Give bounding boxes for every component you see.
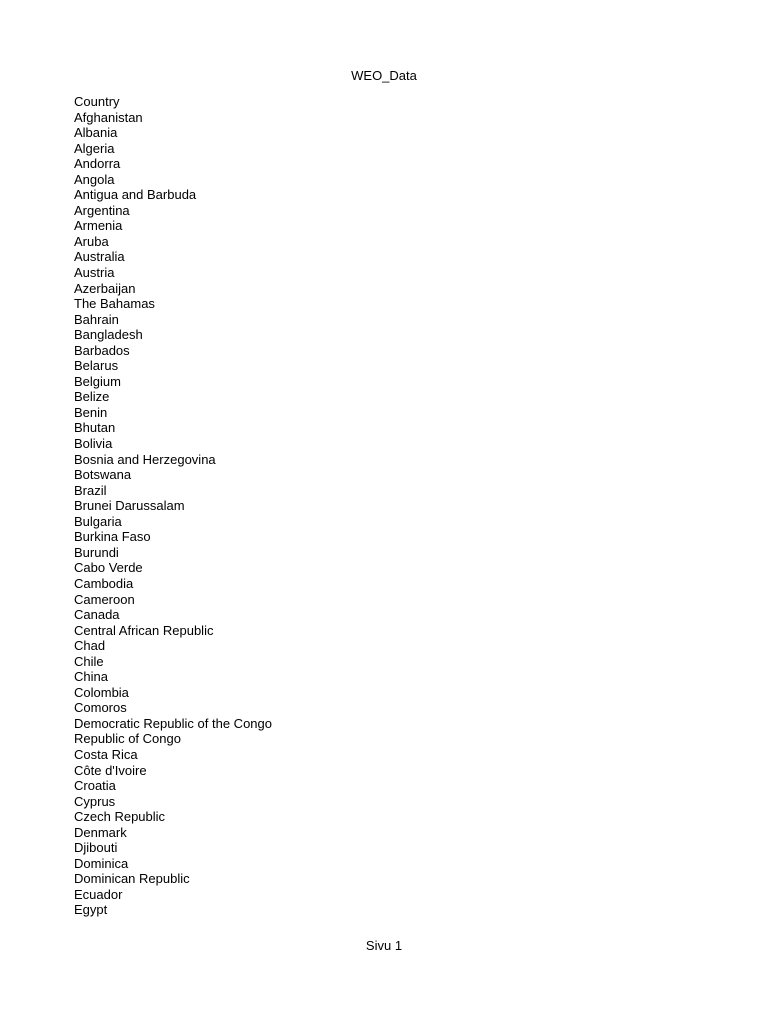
list-item: Belarus [74,358,119,374]
list-item: Chad [74,638,106,654]
list-item: Burundi [74,544,119,560]
list-item: Republic of Congo [74,731,181,747]
list-item: Canada [74,607,120,623]
list-item: Andorra [74,156,121,172]
list-item: Azerbaijan [74,280,136,296]
list-item: Brunei Darussalam [74,498,185,514]
column-header: Country [74,94,120,109]
list-item: Côte d'Ivoire [74,762,147,778]
list-item: Australia [74,249,125,265]
list-item: Angola [74,171,115,187]
list-item: Bhutan [74,420,116,436]
list-item: Cameroon [74,591,135,607]
list-item: Bulgaria [74,513,122,529]
list-item: Dominican Republic [74,871,190,887]
list-item: Bolivia [74,436,113,452]
list-item: Armenia [74,218,123,234]
list-item: Costa Rica [74,746,138,762]
list-item: Belize [74,389,110,405]
list-item: Barbados [74,342,130,358]
list-item: Bosnia and Herzegovina [74,451,216,467]
country-list [74,94,272,918]
list-item: Afghanistan [74,109,143,125]
list-item: Aruba [74,233,109,249]
page-title: WEO_Data [351,68,417,83]
list-item: Denmark [74,824,127,840]
list-item: The Bahamas [74,296,155,312]
list-item: China [74,669,108,685]
list-item: Botswana [74,467,132,483]
list-item: Ecuador [74,886,123,902]
list-item: Colombia [74,684,129,700]
list-item: Cabo Verde [74,560,143,576]
list-item: Comoros [74,700,127,716]
list-item: Cambodia [74,575,134,591]
list-item: Austria [74,265,115,281]
list-item: Chile [74,653,104,669]
list-item: Brazil [74,482,107,498]
list-item: Cyprus [74,793,116,809]
list-item: Bahrain [74,311,119,327]
list-item: Bangladesh [74,327,143,343]
list-item: Albania [74,125,118,141]
page-number: Sivu 1 [365,938,403,953]
list-item: Benin [74,404,108,420]
list-item: Czech Republic [74,809,166,825]
list-item: Central African Republic [74,622,214,638]
list-item: Belgium [74,373,121,389]
list-item: Dominica [74,855,129,871]
list-item: Burkina Faso [74,529,151,545]
list-item: Argentina [74,202,130,218]
list-item: Democratic Republic of the Congo [74,715,272,731]
list-item: Croatia [74,778,116,794]
list-item: Egypt [74,902,108,918]
list-item: Djibouti [74,840,118,856]
list-item: Antigua and Barbuda [74,187,197,203]
list-item: Algeria [74,140,115,156]
